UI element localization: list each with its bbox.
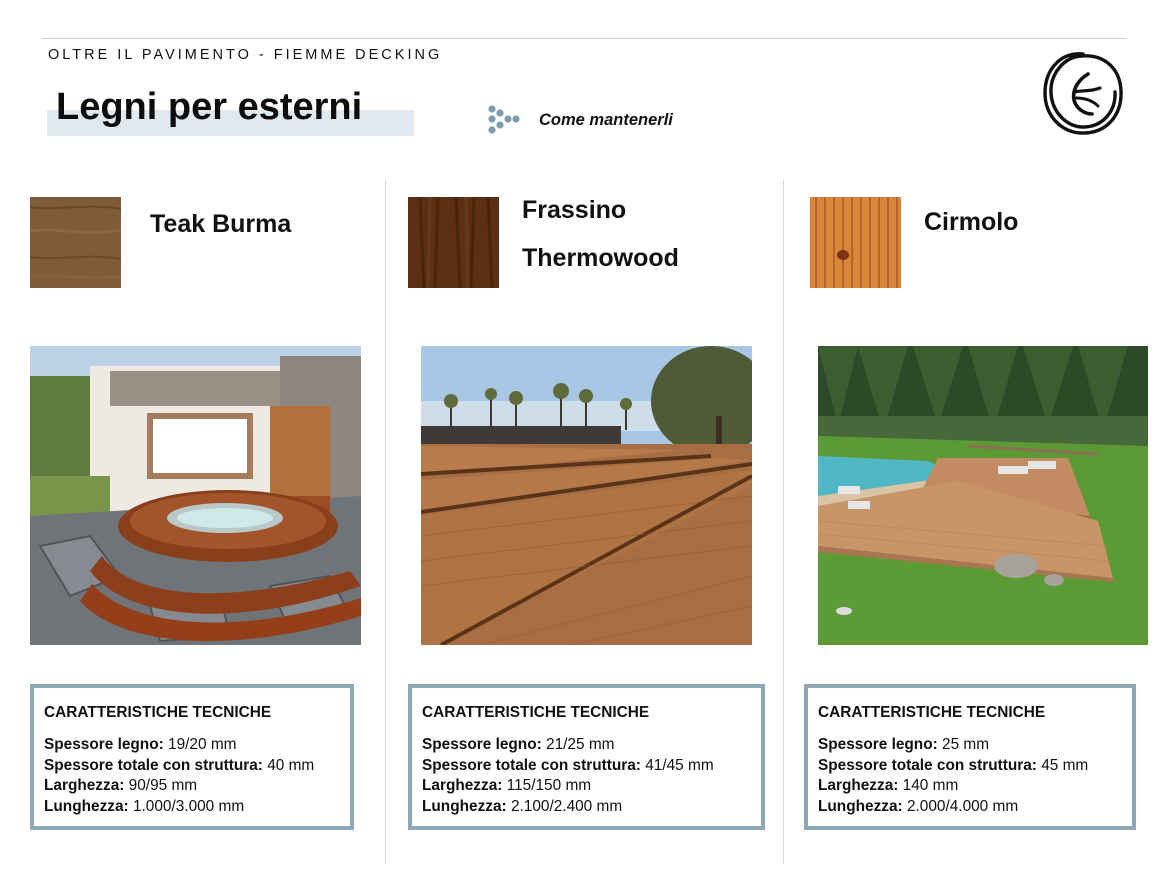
spec-row: Lunghezza: 1.000/3.000 mm (44, 797, 245, 815)
spec-row: Spessore totale con struttura: 45 mm (818, 756, 1089, 774)
spec-row: Lunghezza: 2.100/2.400 mm (422, 797, 623, 815)
spec-box-cirmolo (804, 684, 1136, 830)
column-divider (783, 180, 784, 864)
spec-row: Spessore totale con struttura: 41/45 mm (422, 756, 714, 774)
spec-heading: CARATTERISTICHE TECNICHE (44, 704, 272, 721)
column-divider (385, 180, 386, 864)
cirmolo-swatch (810, 197, 901, 288)
section-kicker: OLTRE IL PAVIMENTO - FIEMME DECKING (48, 47, 443, 63)
frassino-photo (421, 346, 752, 645)
wood-name-cirmolo: Cirmolo (924, 208, 1019, 236)
cirmolo-photo (818, 346, 1148, 645)
spec-row: Larghezza: 140 mm (818, 777, 959, 795)
spec-heading: CARATTERISTICHE TECNICHE (818, 704, 1046, 721)
dots-icon (487, 104, 521, 136)
spec-row: Larghezza: 90/95 mm (44, 777, 198, 795)
top-divider (41, 38, 1126, 39)
spec-row: Spessore legno: 19/20 mm (44, 736, 237, 753)
teak-swatch (30, 197, 121, 288)
spec-row: Lunghezza: 2.000/4.000 mm (818, 797, 1019, 815)
frassino-swatch (408, 197, 499, 288)
maintenance-link[interactable]: Come mantenerli (539, 111, 673, 129)
teak-photo (30, 346, 361, 645)
page-title: Legni per esterni (56, 86, 363, 128)
wood-name-teak: Teak Burma (150, 210, 292, 238)
spec-box-frassino (408, 684, 765, 830)
spec-row: Spessore legno: 21/25 mm (422, 736, 615, 753)
spec-row: Spessore legno: 25 mm (818, 736, 990, 753)
fiemme-logo-icon (1040, 48, 1126, 138)
spec-box-teak (30, 684, 354, 830)
wood-name-frassino: Frassino Thermowood (522, 196, 679, 272)
spec-row: Spessore totale con struttura: 40 mm (44, 756, 315, 774)
spec-row: Larghezza: 115/150 mm (422, 777, 592, 795)
spec-heading: CARATTERISTICHE TECNICHE (422, 704, 650, 721)
